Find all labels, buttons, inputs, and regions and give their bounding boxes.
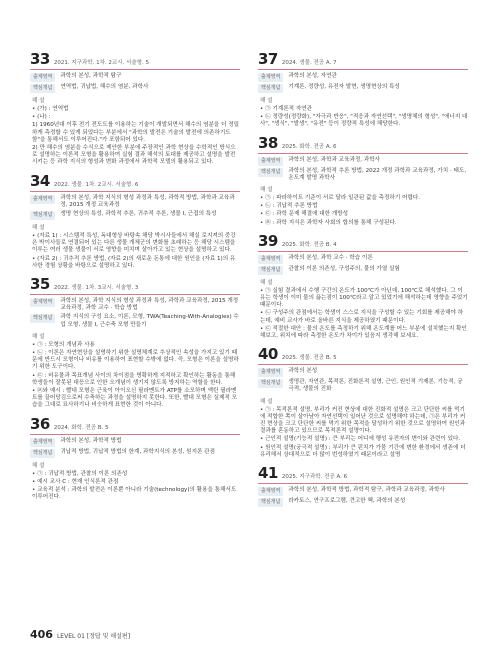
info-tag: 핵심개념 [258, 498, 283, 507]
question-source: 2025. 화학. 전공 B. 4 [281, 241, 337, 248]
info-text: 생명관, 자연관, 목적론, 진화론적 설명, 근인, 원인적 기제론, 기능적, 궁극적, 생물의 진화 [288, 379, 463, 393]
info-text: 기계론, 정량성, 유전자 발현, 생명현상의 특성 [288, 84, 400, 90]
question-source: 2022. 생물. 1차. 3교시. 서술형. 3 [53, 285, 139, 292]
explanation-line: • (나) : [32, 114, 51, 121]
info-tag: 출제영역 [30, 73, 55, 82]
info-row [30, 298, 240, 312]
explanation-line: • ㉢ : 비유물과 목표개념 사이의 차이점을 명확하게 지적하고 확인하는 활동을 통해 학생들이 잘못된 대응으로 인한 오개념이 생기지 않도록 방지하는 역할을 한다. [32, 372, 236, 386]
question-block [30, 275, 240, 410]
explanation-line: 1) 1960년대 이후 전기 전도도를 이용하는 기술이 개발되면서 해수의 염분을 더 정밀하게 측정할 수 있게 되었다는 부분에서 "과학의 발전은 기술의 발전에 의존하기도 함"을 통해서도 이루어진다."가 포함되어 있다. [32, 122, 240, 143]
info-tag: 출제영역 [258, 255, 283, 264]
explanation-line: • ㉡ : 이론은 자연현상을 설명하기 위한 설명체계로 추상적인 속성을 가지고 있기 때문에 반드시 모형이나 비유를 이용하여 표현할 수밖에 없다. 즉, 모형은 이론을 설명하기 위한 도구이다. [32, 350, 239, 371]
question-number: 35 [30, 275, 50, 294]
explanation-line: • (자료 1) : 시스템적 특성, 독대형상 바탕속 해당 박시사들에서 해실 로지져의 중강은 박이사들로 연결되어 있는 다른 생물 개체군의 변화를 초래하는 등 해당 시스템을 이루는 여러 생물 생물이 서로 영향을 미치며 살아가고 있는 현상을 설명하고 있다. [32, 233, 236, 254]
explanation-line: • ㉢ 적절한 대안 : 물의 온도를 측정하기 위해 온도계를 어느 부분에 설치했는지 확인해보고, 위치에 따라 측정한 온도가 차이가 있음지 생각해 보세요. [260, 325, 467, 340]
question-block [30, 172, 240, 270]
info-text: 과학의 본성, 과학적 방법 [60, 437, 122, 444]
page-number: 406 [30, 628, 53, 641]
info-row [30, 449, 240, 458]
question-header [258, 464, 468, 484]
page-footer [30, 628, 130, 641]
question-number: 39 [258, 231, 278, 250]
info-row [30, 73, 240, 82]
info-tag: 핵심개념 [258, 84, 283, 93]
info-tag: 출제영역 [30, 438, 55, 447]
explanation-line: • 원인적 설명(궁극적 설명) : 부리가 큰 핀치가 가뭄 기간에 변한 환경에서 생존에 더 유리해서 상대적으로 더 많이 번성하였기 때문이라고 설명 [260, 444, 466, 458]
info-row [258, 368, 468, 377]
question-block [30, 415, 240, 502]
question-header [258, 345, 468, 365]
info-row [258, 266, 468, 275]
explanation-line: • ㉣ : 과학 지식은 과학자 사회의 합의를 통해 구성된다. [260, 219, 397, 226]
info-text: 과학의 본성, 과학 교수 · 학습 이론 [288, 254, 373, 261]
question-number: 40 [258, 345, 278, 364]
info-tag: 출제영역 [30, 298, 55, 307]
question-header [258, 232, 468, 252]
info-row [258, 487, 468, 496]
explanation-line: • 예시 교사 C : 현재 인식론적 관점 [32, 478, 119, 485]
left-column [30, 50, 240, 507]
question-number: 34 [30, 171, 50, 190]
info-row [258, 73, 468, 82]
info-text: 라카토스, 연구프로그램, 견고한 핵, 과학의 본성 [288, 498, 406, 505]
info-text: 과학의 본성, 과학 지식의 형성 과정과 특성, 과학과 교육과정, 2015 개정 교육과정, 과학 교수 · 학습 방법 [60, 298, 239, 312]
right-column [258, 50, 468, 512]
info-tag: 출제영역 [258, 368, 283, 377]
explanation-label: 해 설 [260, 98, 273, 104]
question-source: 2025. 생물. 전공 B. 5 [281, 355, 337, 362]
question-source: 2022. 생물. 1차. 2교시. 서술형. 6 [53, 181, 139, 188]
info-tag: 출제영역 [258, 157, 283, 166]
info-text: 관찰의 이론 의존성, 구성주의, 물의 가열 실험 [288, 265, 400, 272]
explanation-line: • (가) : 연역법 [32, 106, 69, 112]
question-block [258, 134, 468, 227]
question-source: 2024. 화학. 전공 B. 5 [53, 424, 109, 431]
info-tag: 핵심개념 [258, 379, 283, 388]
question-header [30, 50, 240, 70]
info-text: 연역법, 귀납법, 해수의 염분, 과학사 [60, 84, 149, 90]
question-block [258, 464, 468, 507]
explanation-line: • ㉡ 정량성(정량화), "자극과 반응", "적응과 자연선택", "생명체의 형성", "에너지 대사", "생식", "발생", "유전" 등이 정량적 특성에 해당한다. [260, 114, 468, 128]
explanation-line: • ㉡ 구성주의 관점에서는 학생이 스스로 지식을 구성할 수 있는 기회를 제공해야 하는데, 예비 교사가 바로 올바른 지식을 제공하였기 때문이다. [260, 310, 464, 324]
info-tag: 핵심개념 [30, 211, 55, 220]
explanation-line: • ㉣와 예시 : 빨대 모형은 근육이 아이오신 필라멘트가 ATP를 소모하며 액틴 필라멘트를 끌어당김으로써 수축하는 과정을 설명하지 못한다. 또한, 빨대 모형은 실제적 모습을 그대로 묘사하기나 비슷하게 표현한 것이 아니다. [32, 388, 238, 409]
question-header [30, 172, 240, 192]
question-header [258, 50, 468, 70]
explanation-line: • ㉡ : 귀납적 추론 방법 [260, 203, 318, 210]
info-row [258, 84, 468, 93]
explanation-line: • ㉠ : 파라하이트 기준이 서로 달라 일관된 값을 측정하기 어렵다. [260, 195, 421, 202]
info-row [258, 498, 468, 507]
info-tag: 핵심개념 [30, 314, 55, 323]
question-source: 2024. 생물. 전공 A. 7 [281, 60, 337, 66]
question-block [30, 50, 240, 167]
question-source: 2025. 지구과학. 전공 A. 6 [281, 474, 348, 481]
info-row [30, 314, 240, 328]
explanation-line: • ㉠ 실험 결과에서 수행 구간의 온도가 100℃가 아닌데, 100℃로 해석했다. 그 이유는 학생이 이미 물의 끓는점이 100℃라고 알고 있었기에 해석하는데 영향을 주었기 때문이다. [260, 287, 468, 309]
question-source: 2025. 화학. 전공 A. 6 [281, 143, 337, 150]
question-number: 37 [258, 50, 278, 68]
explanation-label: 해 설 [260, 279, 273, 286]
explanation-line: • ㉠ : 목적론적 설명, 부리가 커진 현상에 대한 진화적 설명은 크고 단단한 씨를 먹기에 적합한 쪽이 살아남아 자연선택이 일어난 것으로 설명해야 하는데, ㉠은 부리가 커진 현상을 크고 단단한 씨를 먹기 위한 목적을 달성하기 위한 것으로 설명하여 원인과 결과를 혼동하고 있으므로 목적론적 설명이다. [260, 406, 466, 435]
explanation-line: • ㉠ : 귀납적 방법, 관찰의 이론 의존성 [32, 470, 128, 477]
explanation-line: • ㉠ 기계론적 자연관 [260, 106, 313, 112]
question-block [258, 345, 468, 459]
question-number: 36 [30, 414, 50, 433]
explanation-line: • ㉠ : 모형의 개념과 사용 [32, 341, 95, 348]
info-text: 과학 지식의 구성 요소, 이론, 모형, TWA(Teaching-With-Analogies) 수업 모형, 생물 Ⅰ, 근수축 모형 만들기 [60, 314, 239, 328]
explanation-line: • ㉢ : 과학 문제 해결에 대한 개방성 [260, 211, 349, 218]
explanation-label: 해 설 [32, 98, 45, 104]
explanation-label: 해 설 [260, 398, 273, 405]
info-row [30, 195, 240, 209]
question-source: 2021. 지구과학. 1차. 2교시. 서술형. 5 [53, 60, 149, 66]
info-tag: 출제영역 [258, 73, 283, 82]
info-tag: 핵심개념 [258, 266, 283, 275]
explanation-label: 해 설 [260, 187, 273, 194]
level-label: LEVEL 01 [정답 및 해설편] [56, 633, 131, 640]
info-text: 과학의 본성, 과학적 추론 방법, 2022 개정 과학과 교육과정, 가치 · 태도, 온도계 발명 과학사 [288, 167, 467, 181]
question-header [258, 134, 468, 154]
info-text: 과학의 본성, 과학적 방법, 과학적 탐구, 과학과 교육과정, 과학사 [288, 487, 445, 494]
explanation-line: • 교육적 분석 : 과학의 발전은 이론뿐 아니라 기술(technology)의 활용을 통해서도 이루어진다. [32, 487, 237, 501]
question-number: 33 [30, 50, 50, 68]
info-row [30, 438, 240, 447]
explanation-label: 해 설 [32, 462, 45, 469]
info-tag: 핵심개념 [30, 449, 55, 458]
info-row [30, 84, 240, 93]
info-tag: 출제영역 [258, 487, 283, 496]
question-block [258, 232, 468, 340]
info-tag: 출제영역 [30, 195, 55, 204]
info-text: 과학의 본성, 과학과 교육과정, 과학사 [288, 156, 381, 163]
info-text: 귀납적 방법, 귀납적 방법의 한계, 과학지식의 본성, 원지론 관점 [60, 448, 215, 455]
question-block [258, 50, 468, 129]
info-tag: 핵심개념 [30, 84, 55, 93]
info-row [258, 255, 468, 264]
info-text: 과학의 본성, 과학 지식의 형성 과정과 특성, 과학적 방법, 과학과 교육과정, 2015 개정 교육과정 [60, 194, 235, 208]
explanation-line: • 근인적 설명(기능적 설명) : 큰 부리는 어디에 행성 유전자의 변이와 관련이 있다. [260, 436, 461, 443]
question-number: 41 [258, 464, 278, 483]
explanation-line: • (자료 2) : 귀추적 추론 방법, (자료 2)의 새로운 돈통에 대한 원인을 (자료 1)의 유사한 경험 상황을 바탕으로 설명하고 있다. [32, 255, 236, 269]
question-number: 38 [258, 133, 278, 152]
info-row [258, 379, 468, 393]
explanation-label: 해 설 [32, 333, 45, 340]
info-tag: 핵심개념 [258, 168, 283, 177]
explanation-line: 2) 만 해수의 염분을 수식으로 제안한 부분에 주장적인 과학 현상을 수학적인 방식으로 설명하는 이론적 모형을 활용하여 실험 결과 해석의 토대를 제공하고 설명을 발전시키는 등 과학 지식의 형성과 변화 과정에서 과학적 모델의 활용되고 있다. [32, 145, 236, 166]
info-text: 과학의 본성, 과학적 탐구 [60, 73, 122, 79]
info-row [258, 168, 468, 182]
info-text: 과학의 본성 [288, 368, 318, 375]
info-row [258, 157, 468, 166]
question-header [30, 275, 240, 295]
question-header [30, 415, 240, 435]
info-row [30, 211, 240, 220]
info-text: 생명 현상의 특성, 과학적 추론, 귀추적 추론, 생물 Ⅰ, 근접의 특성 [60, 211, 217, 218]
explanation-label: 해 설 [32, 225, 45, 232]
info-text: 과학의 본성, 자연관 [288, 73, 337, 79]
